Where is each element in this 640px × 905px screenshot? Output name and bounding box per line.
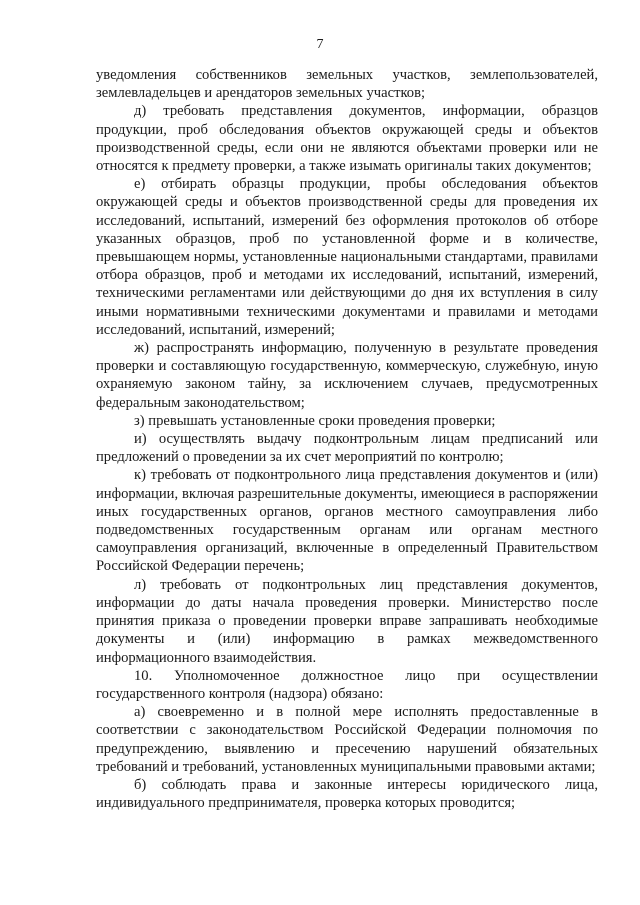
paragraph-item-i: и) осуществлять выдачу подконтрольным лицам предписаний или предложений о проведении за их счет мероприятий по контролю; <box>96 431 598 466</box>
paragraph-section-10: 10. Уполномоченное должностное лицо при осуществлении государственного контроля (надзора) обязано: <box>96 667 598 702</box>
paragraph-item-e: е) отбирать образцы продукции, пробы обследования объектов окружающей среды и объектов производственной среды для проведения их исследований, испытаний, измерений без оформления протоколов об отборе указанных образцов, проб по установленной форме и в количестве, превышающем нормы, установленные национальными стандартами, правилами отбора образцов, проб и методами их исследований, испытаний, измерений, техническими регламентами или действующими до дня их вступления в силу иными нормативными техническими документами и правилами и методами исследований, испытаний, измерений; <box>96 176 598 338</box>
paragraph-item-zh: ж) распространять информацию, полученную в результате проведения проверки и составляющую государственную, коммерческую, служебную, иную охраняемую законом тайну, за исключением случаев, предусмотренных федеральным законодательством; <box>96 340 598 411</box>
paragraph-continued: уведомления собственников земельных участков, землепользователей, землевладельцев и арендаторов земельных участков; <box>96 67 598 102</box>
paragraph-item-z: з) превышать установленные сроки проведения проверки; <box>134 412 496 429</box>
paragraph-item-a: а) своевременно и в полной мере исполнять предоставленные в соответствии с законодательством Российской Федерации полномочия по предупреждению, выявлению и пресечению нарушений обязательных требований и требований, установленных муниципальными правовыми актами; <box>96 704 598 775</box>
document-body <box>96 66 598 812</box>
paragraph-item-l: л) требовать от подконтрольных лиц представления документов, информации до даты начала проведения проверки. Министерство после принятия приказа о проведении проверки вправе запрашивать необходимые документы и (или) информацию в рамках межведомственного информационного взаимодействия. <box>96 576 598 666</box>
paragraph-item-d: д) требовать представления документов, информации, образцов продукции, проб обследования объектов окружающей среды и объектов производственной среды, если они не являются объектами проверки или не относятся к предмету проверки, а также изымать оригиналы таких документов; <box>96 103 598 175</box>
page-number: 7 <box>316 37 324 52</box>
paragraph-item-b: б) соблюдать права и законные интересы юридического лица, индивидуального предпринимателя, проверка которых проводится; <box>96 776 598 812</box>
paragraph-item-k: к) требовать от подконтрольного лица представления документов и (или) информации, включая разрешительные документы, имеющиеся в распоряжении иных государственных органов, органов местного самоуправления либо подведомственных государственным органам или органам местного самоуправления организаций, включенные в определенный Правительством Российской Федерации перечень; <box>96 467 598 575</box>
